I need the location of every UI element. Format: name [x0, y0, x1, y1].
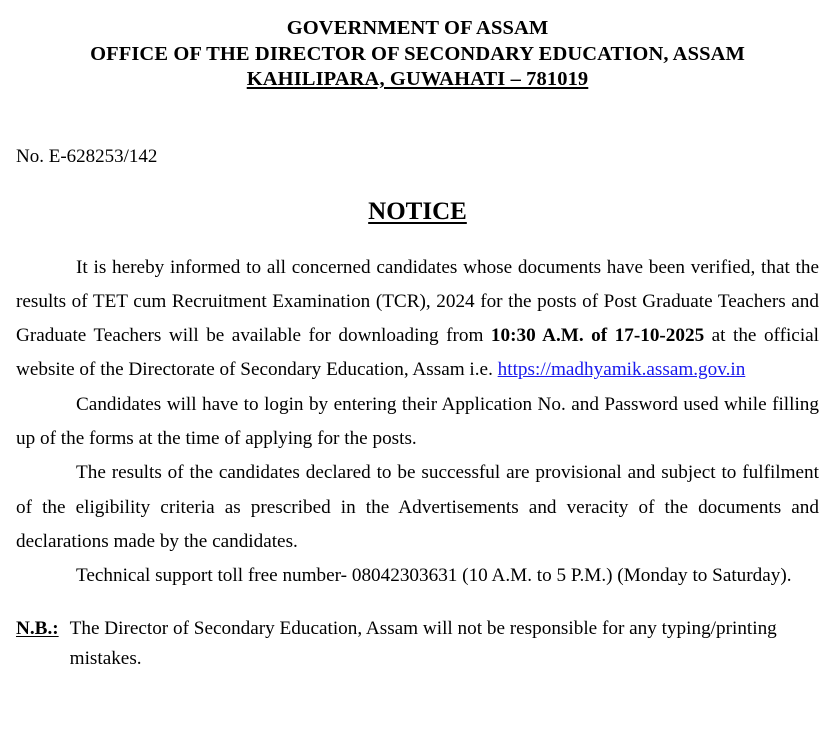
letterhead-line-office: OFFICE OF THE DIRECTOR OF SECONDARY EDUCATION, ASSAM: [90, 42, 745, 65]
reference-number: No. E-628253/142: [16, 145, 158, 167]
letterhead-line-government: GOVERNMENT OF ASSAM: [286, 17, 549, 39]
note-bene-label: N.B.:: [16, 618, 59, 640]
paragraph-1-text-before-date: It is hereby informed to all concerned candidates whose documents have been verified, that the results of TET cum Recruitment Examination (TCR), 2024 for the posts of Post Graduate Teachers and Graduate Teachers will be available for downloading from: [16, 256, 819, 347]
official-website-link[interactable]: https://madhyamik.assam.gov.in: [497, 359, 746, 381]
paragraph-login-instructions: Candidates will have to login by entering their Application No. and Password used while filling up of the forms at the time of applying for the posts.: [16, 393, 819, 449]
paragraph-1-text-after-date: at the official website of the Directorate of Secondary Education, Assam i.e.: [16, 325, 819, 381]
paragraph-result-availability: [16, 251, 819, 388]
note-bene-text: The Director of Secondary Education, Assam will not be responsible for any typing/printing mistakes.: [69, 618, 777, 670]
letterhead-line-address: KAHILIPARA, GUWAHATI – 781019: [246, 68, 589, 90]
letterhead: [16, 0, 819, 93]
paragraph-technical-support: Technical support toll free number- 08042303631 (10 A.M. to 5 P.M.) (Monday to Saturday).: [76, 565, 792, 587]
paragraph-provisional-results: The results of the candidates declared to be successful are provisional and subject to fulfilment of the eligibility criteria as prescribed in the Advertisements and veracity of the documents and declarations made by the candidates.: [16, 462, 819, 552]
note-bene: [16, 614, 819, 674]
notice-body: [16, 251, 819, 594]
result-datetime-highlight: 10:30 A.M. of 17-10-2025: [490, 325, 705, 347]
page-title: NOTICE: [368, 197, 467, 225]
